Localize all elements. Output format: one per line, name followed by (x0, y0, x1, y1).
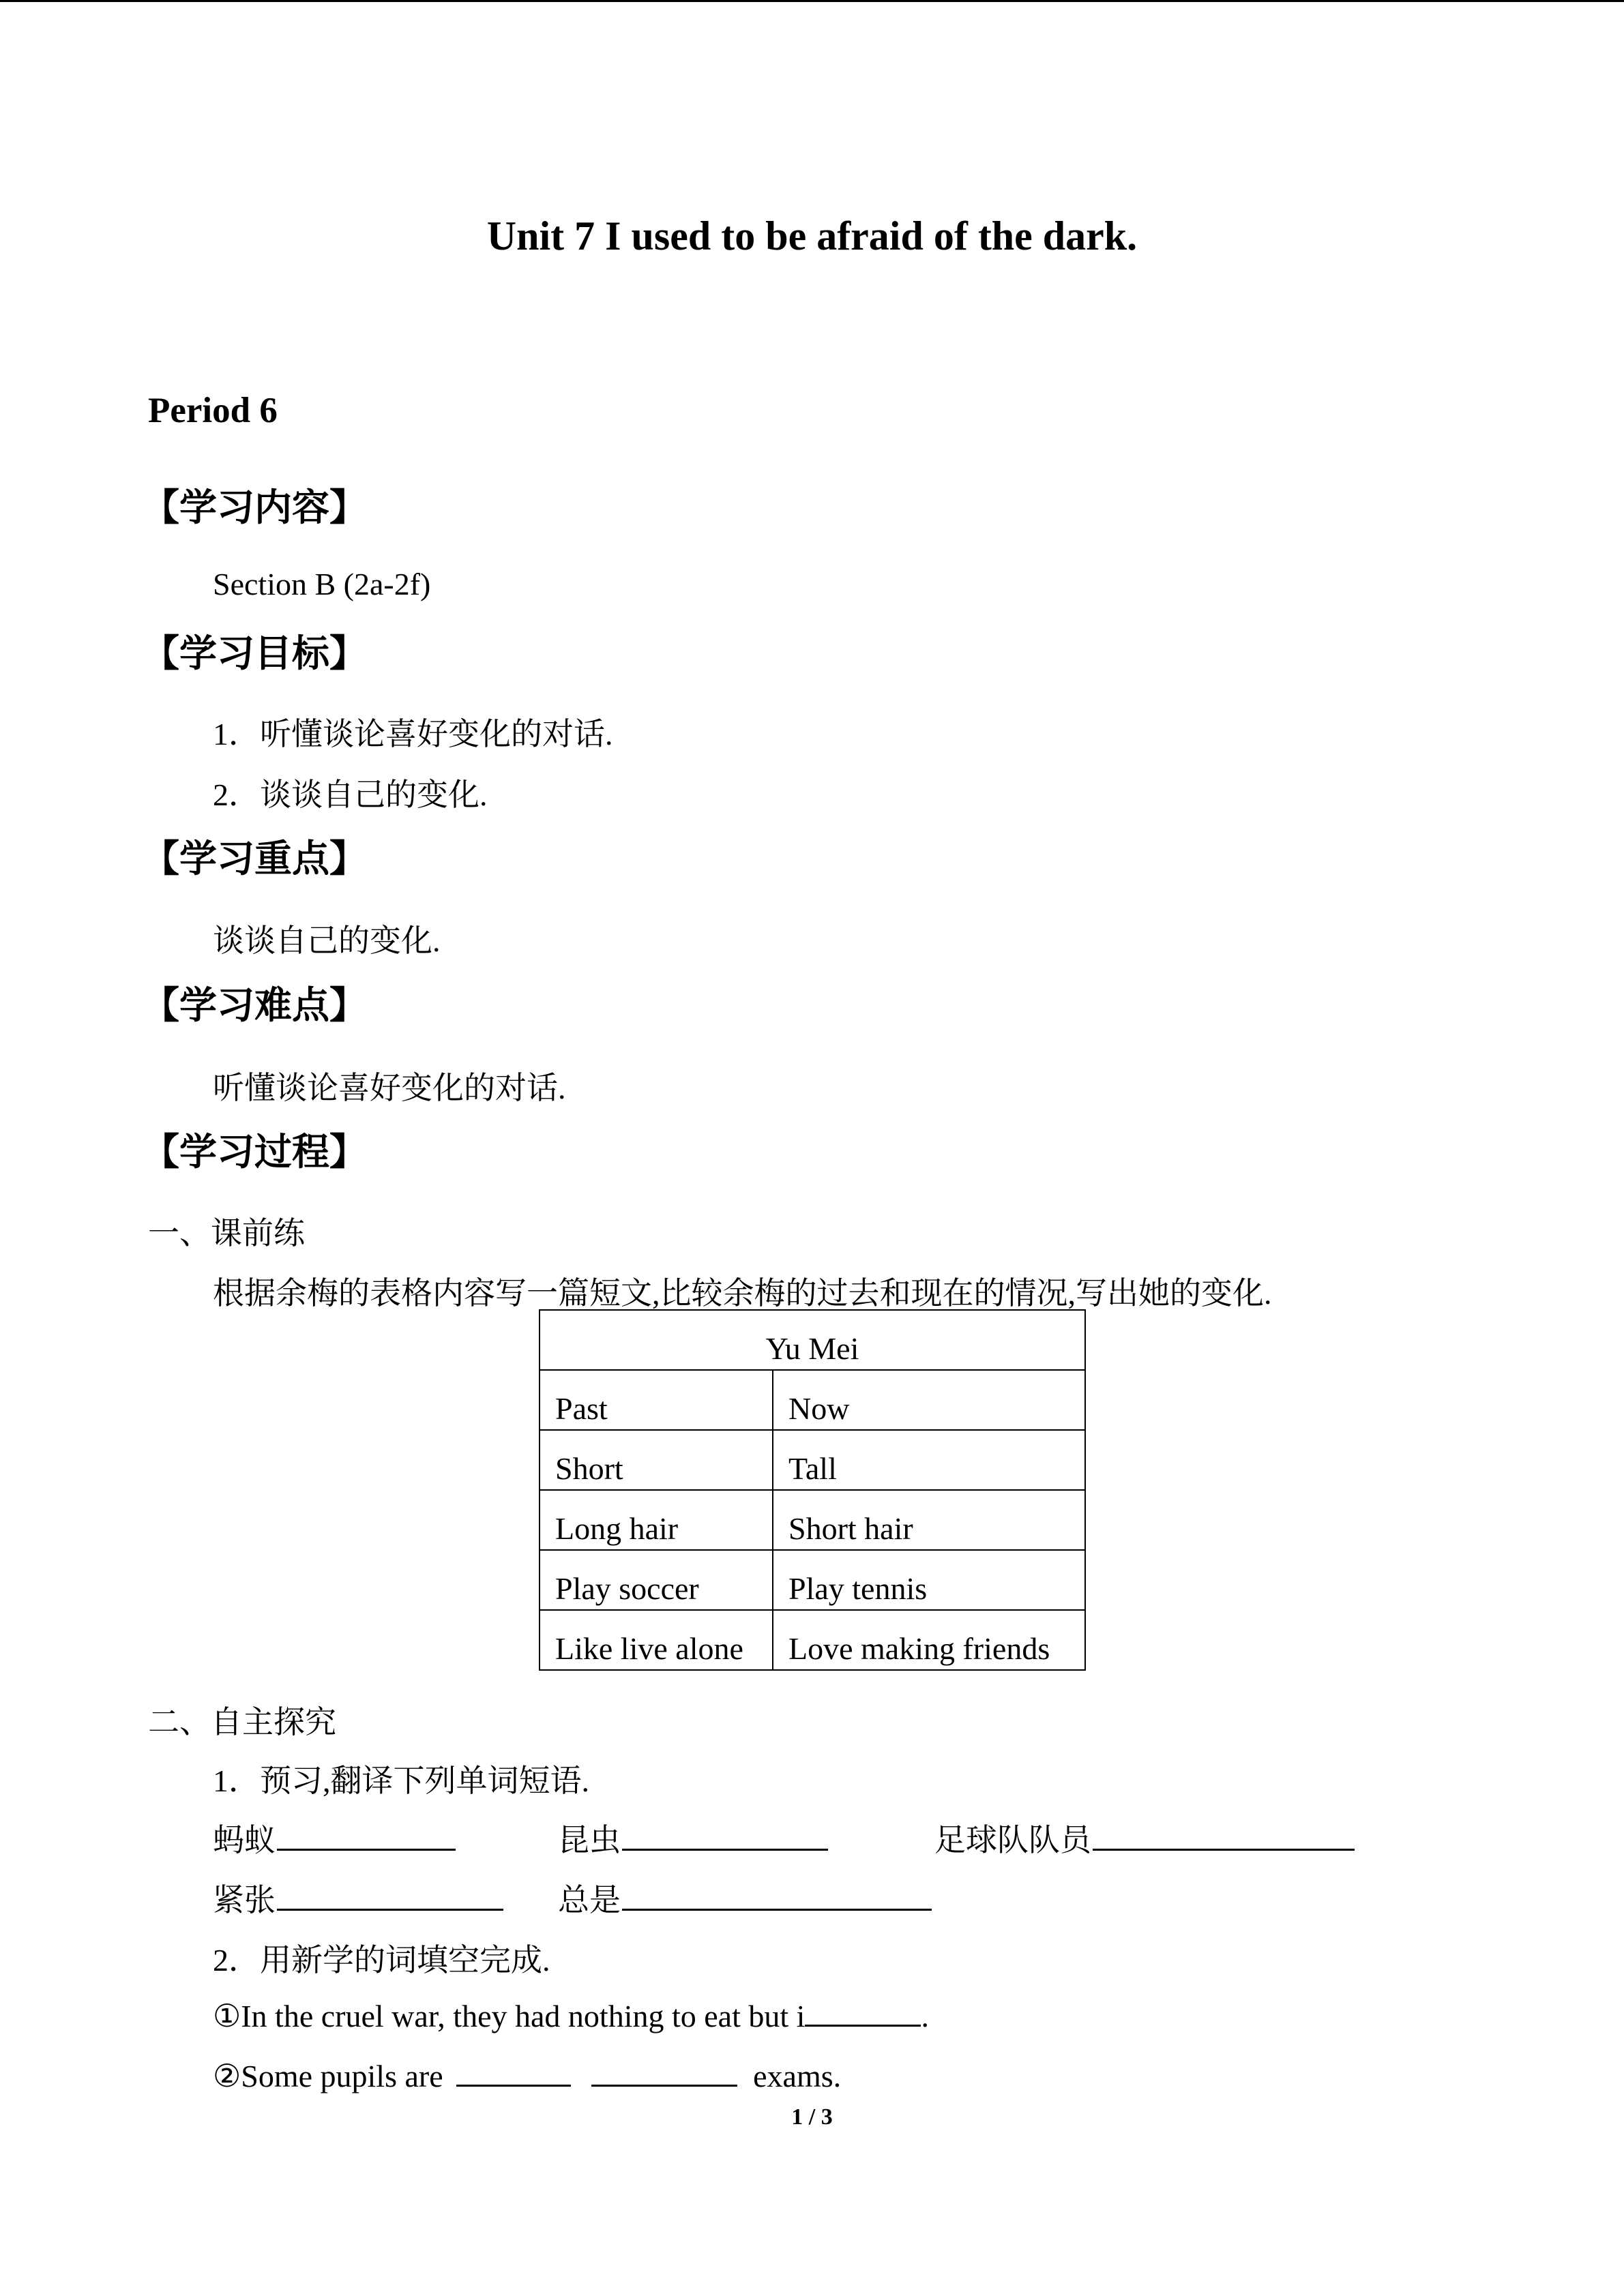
part2-heading: 二、自主探究 (148, 1705, 336, 1740)
vocab-word: 足球队队员 (934, 1823, 1091, 1858)
table-cell-past: Past (540, 1370, 773, 1430)
difficulties-heading: 【学习难点】 (142, 983, 368, 1027)
table-cell-past: Play soccer (540, 1550, 773, 1610)
table-row (540, 1610, 1085, 1670)
goal-item-1: 1．听懂谈论喜好变化的对话. (213, 717, 613, 751)
goal-item-2: 2．谈谈自己的变化. (213, 777, 488, 812)
table-cell-now: Short hair (773, 1490, 1085, 1550)
goals-heading: 【学习目标】 (142, 631, 368, 675)
question-1: 1．预习,翻译下列单词短语. (213, 1763, 589, 1798)
part1-instruction: 根据余梅的表格内容写一篇短文,比较余梅的过去和现在的情况,写出她的变化. (213, 1276, 1272, 1311)
table-cell-past: Short (540, 1430, 773, 1490)
difficulties-text: 听懂谈论喜好变化的对话. (213, 1071, 566, 1105)
table-row (540, 1370, 1085, 1430)
sentence-1: ①In the cruel war, they had nothing to eat but i . (213, 1995, 929, 2034)
answer-blank[interactable] (277, 1879, 503, 1911)
table-row (540, 1430, 1085, 1490)
table-row (540, 1550, 1085, 1610)
answer-blank[interactable] (277, 1819, 456, 1851)
table-row (540, 1490, 1085, 1550)
table-header-row (540, 1310, 1085, 1370)
content-text: Section B (2a-2f) (213, 567, 431, 601)
vocab-item-always (558, 1875, 932, 1920)
vocab-word: 总是 (558, 1883, 621, 1918)
vocab-word: 昆虫 (558, 1823, 621, 1858)
answer-blank[interactable] (591, 2055, 737, 2087)
vocab-item-soccer-player (934, 1815, 1355, 1860)
table-cell-past: Like live alone (540, 1610, 773, 1670)
answer-blank[interactable] (1093, 1819, 1355, 1851)
top-border-line (0, 0, 1624, 2)
table-cell-now: Love making friends (773, 1610, 1085, 1670)
key-points-heading: 【学习重点】 (142, 837, 368, 880)
vocab-item-ant (213, 1815, 456, 1860)
key-points-text: 谈谈自己的变化. (213, 923, 441, 958)
table-cell-now: Play tennis (773, 1550, 1085, 1610)
yu-mei-table (539, 1309, 1086, 1671)
sentence-2: ②Some pupils are exams. (213, 2055, 841, 2094)
answer-blank[interactable] (622, 1819, 828, 1851)
vocab-item-insect (558, 1815, 828, 1860)
content-heading: 【学习内容】 (142, 486, 368, 529)
table-cell-now: Now (773, 1370, 1085, 1430)
vocab-item-nervous (213, 1875, 503, 1920)
question-2: 2．用新学的词填空完成. (213, 1943, 550, 1978)
table-cell-past: Long hair (540, 1490, 773, 1550)
process-heading: 【学习过程】 (142, 1130, 368, 1174)
table-header-cell: Yu Mei (540, 1310, 1085, 1370)
answer-blank[interactable] (456, 2055, 571, 2087)
period-label: Period 6 (148, 391, 278, 430)
part1-heading: 一、课前练 (148, 1216, 305, 1251)
table-cell-now: Tall (773, 1430, 1085, 1490)
vocab-word: 紧张 (213, 1883, 276, 1918)
page-number: 1 / 3 (791, 2104, 833, 2130)
page-title: Unit 7 I used to be afraid of the dark. (486, 213, 1138, 258)
vocab-word: 蚂蚁 (213, 1823, 276, 1858)
answer-blank[interactable] (805, 1995, 921, 2027)
answer-blank[interactable] (622, 1879, 932, 1911)
